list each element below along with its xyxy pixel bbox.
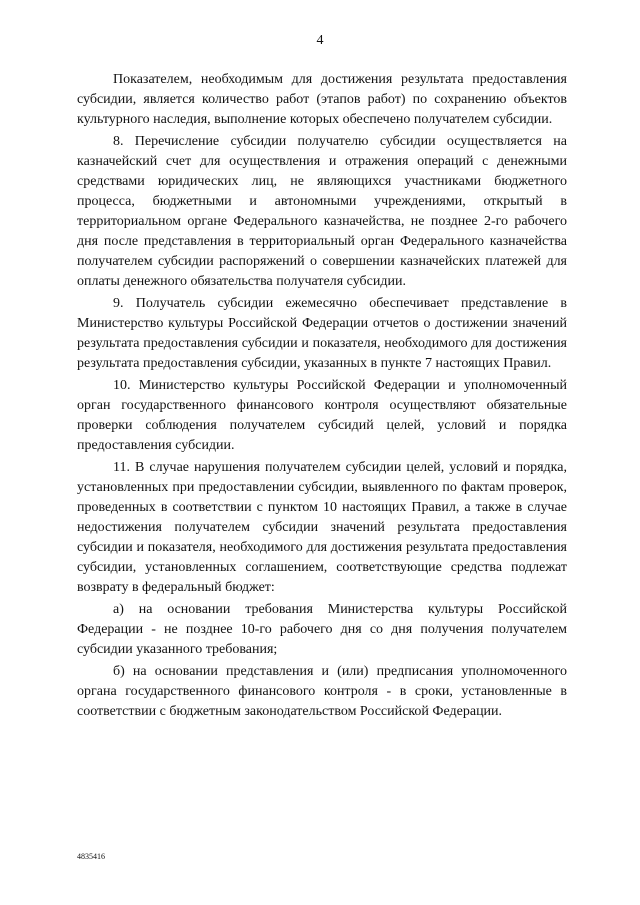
paragraph-8: 8. Перечисление субсидии получателю субсидии осуществляется на казначейский счет для осуществления и отражения операций с денежными средствами юридических лиц, не являющихся участниками бюджетного процесса, бюджетными и автономными учреждениями, открытый в территориальном органе Федерального казначейства, не позднее 2-го рабочего дня после представления в территориальный орган Федерального казначейства получателем субсидии распоряжений о совершении казначейских платежей для оплаты денежного обязательства получателя субсидии. [77,134,567,289]
paragraph-9: 9. Получатель субсидии ежемесячно обеспечивает представление в Министерство культуры Российской Федерации отчетов о достижении значений результата предоставления субсидии и показателя, необходимого для достижения результата предоставления субсидии, указанных в пункте 7 настоящих Правил. [77,296,567,371]
paragraph-indicator: Показателем, необходимым для достижения результата предоставления субсидии, является количество работ (этапов работ) по сохранению объектов культурного наследия, выполнение которых обеспечено получателем субсидии. [77,72,567,127]
paragraph-10: 10. Министерство культуры Российской Федерации и уполномоченный орган государственного финансового контроля осуществляют обязательные проверки соблюдения получателем субсидий целей, условий и порядка предоставления субсидии. [77,378,567,453]
paragraph-11-b: б) на основании представления и (или) предписания уполномоченного органа государственного финансового контроля - в сроки, установленные в соответствии с бюджетным законодательством Российской Федерации. [77,664,567,719]
document-code: 4835416 [77,852,105,861]
paragraph-11-a: а) на основании требования Министерства культуры Российской Федерации - не позднее 10-го рабочего дня со дня получения получателем субсидии указанного требования; [77,602,567,657]
page-number: 4 [316,33,324,48]
paragraph-11: 11. В случае нарушения получателем субсидии целей, условий и порядка, установленных при предоставлении субсидии, выявленного по фактам проверок, проведенных в соответствии с пунктом 10 настоящих Правил, а также в случае недостижения получателем субсидии значений результата предоставления субсидии и показателя, необходимого для достижения результата предоставления субсидии, установленных соглашением, соответствующие средства подлежат возврату в федеральный бюджет: [77,460,567,595]
document-body [77,70,567,724]
